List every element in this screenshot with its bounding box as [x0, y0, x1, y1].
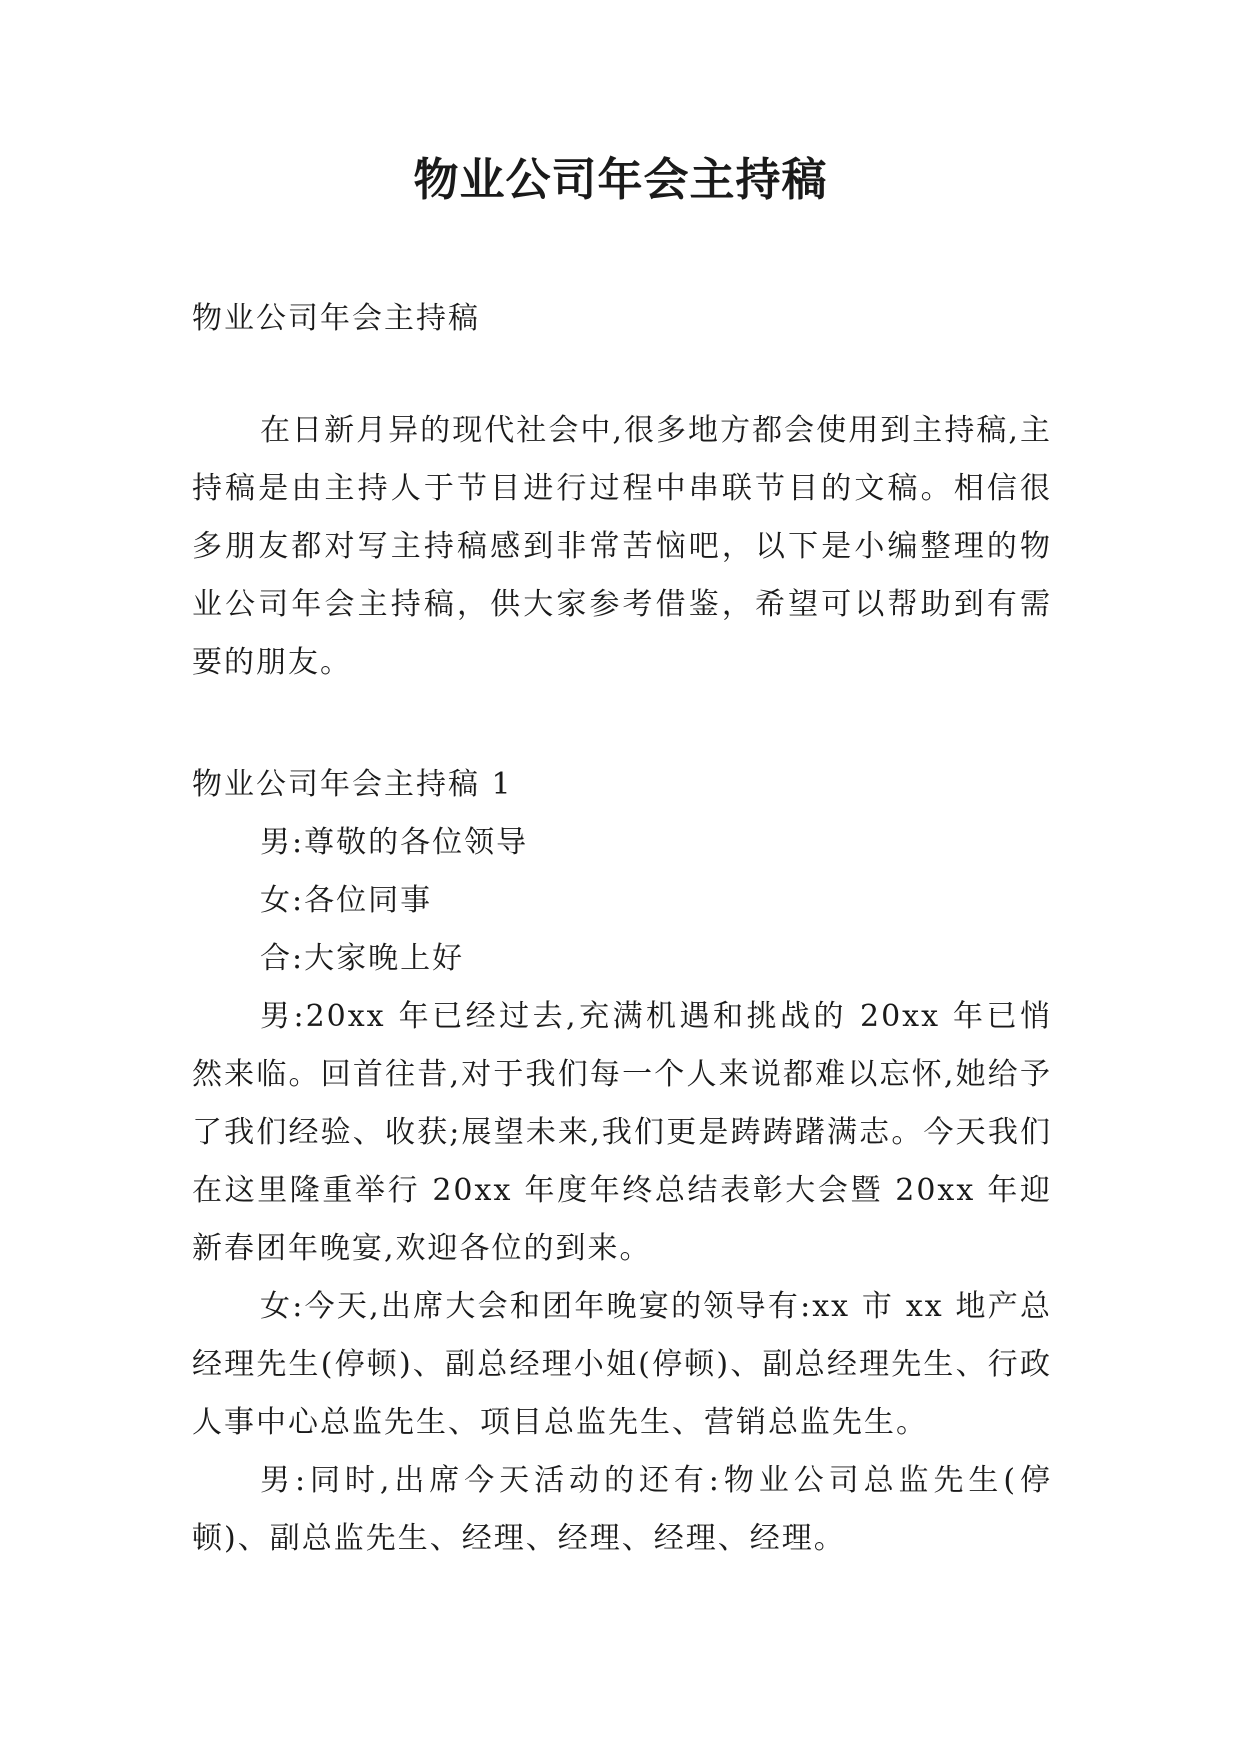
script-line: 男:尊敬的各位领导: [260, 825, 529, 860]
script-line: 男:20xx 年已经过去,充满机遇和挑战的 20xx 年已悄然来临。回首往昔,对于我们每一个人来说都难以忘怀,她给予了我们经验、收获;展望未来,我们更是踌踌躇满志。今天我们在这里隆重举行 20xx 年度年终总结表彰大会暨 20xx 年迎新春团年晚宴,欢迎各位的到来。: [192, 999, 1052, 1266]
script-line: 男:同时,出席今天活动的还有:物业公司总监先生(停顿)、副总监先生、经理、经理、经理、经理。: [192, 1463, 1052, 1556]
document-title: 物业公司年会主持稿: [413, 153, 828, 206]
section-heading: 物业公司年会主持稿 1: [192, 767, 513, 802]
document-subtitle: 物业公司年会主持稿: [192, 301, 480, 336]
script-line: 女:各位同事: [260, 883, 433, 918]
intro-paragraph: 在日新月异的现代社会中,很多地方都会使用到主持稿,主持稿是由主持人于节目进行过程中串联节目的文稿。相信很多朋友都对写主持稿感到非常苦恼吧，以下是小编整理的物业公司年会主持稿，供大家参考借鉴，希望可以帮助到有需要的朋友。: [192, 413, 1052, 680]
script-section: [192, 756, 1052, 1568]
script-line: 女:今天,出席大会和团年晚宴的领导有:xx 市 xx 地产总经理先生(停顿)、副总经理小姐(停顿)、副总经理先生、行政人事中心总监先生、项目总监先生、营销总监先生。: [192, 1289, 1052, 1440]
script-line: 合:大家晚上好: [260, 941, 465, 976]
